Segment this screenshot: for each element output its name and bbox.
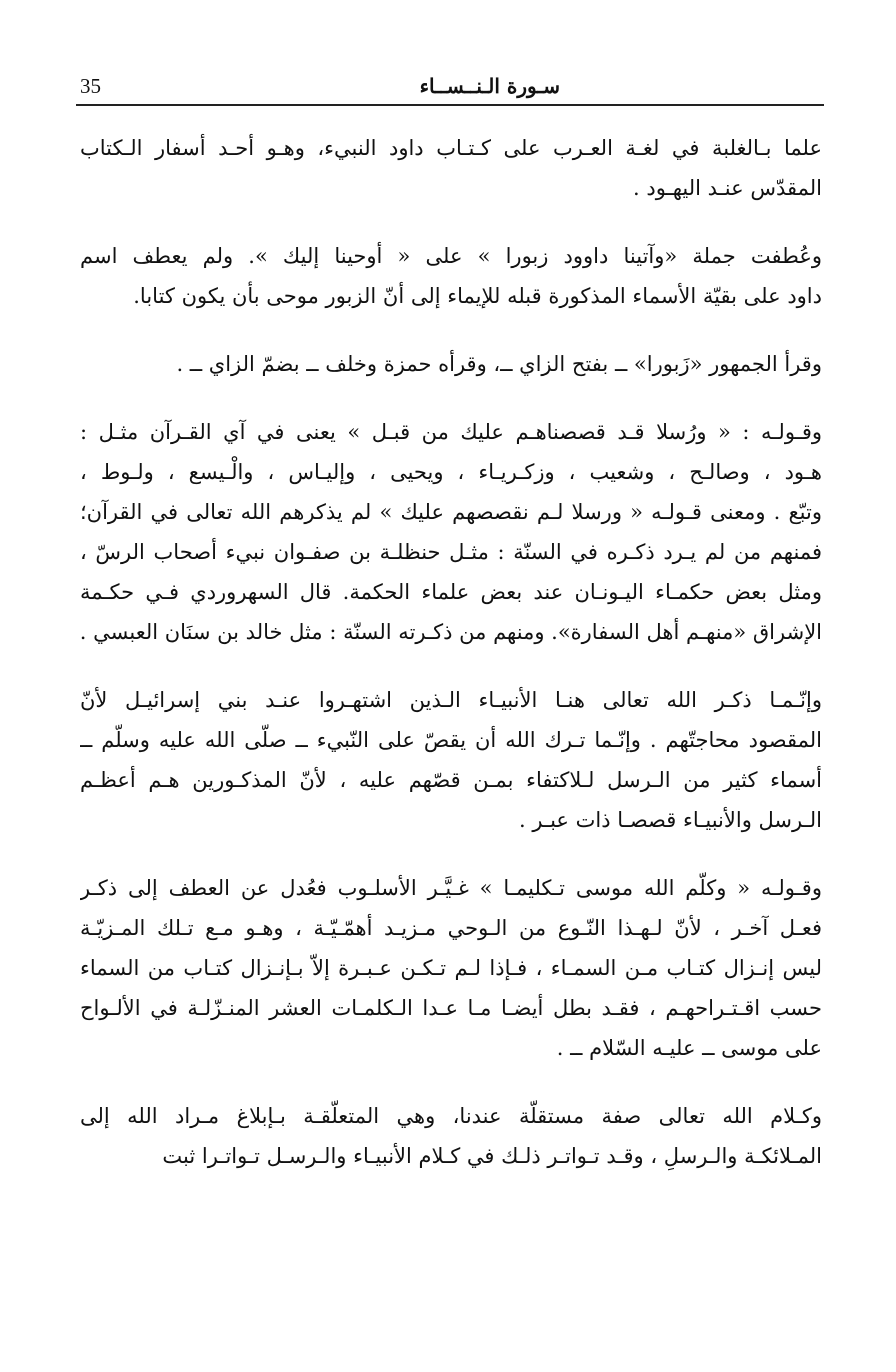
text-line: وقـولـه : « ورُسلا قـد قصصناهـم عليك من قبـل » يعنى في آي القـرآن مثـل :	[80, 420, 822, 444]
text-line: وقـولـه « وكلّم الله موسى تـكليمـا » غـيَّـر الأسلـوب فعُدل عن العطف إلى ذكـر	[80, 876, 822, 900]
text-line: وقرأ الجمهور «زَبورا» ــ بفتح الزاي ــ، وقرأه حمزة وخلف ــ بضمّ الزاي ــ .	[176, 352, 822, 376]
text-line: المـلائكـة والـرسلِ ، وقـد تـواتـر ذلـك في كـلام الأنبيـاء والـرسـل تـواتـرا ثبت	[162, 1144, 822, 1168]
running-header	[80, 70, 822, 104]
text-line: وإنّـمـا ذكـر الله تعالى هنـا الأنبيـاء الـذين اشتهـروا عنـد بني إسرائيـل لأنّ	[80, 688, 822, 712]
text-line: الإشراق «منهـم أهل السفارة». ومنهم من ذكـرته السنّة : مثل خالد بن سنَان العبسي .	[80, 620, 822, 644]
para-israelite-prophets	[80, 680, 822, 840]
surah-title: سـورة الـنــســاء	[419, 74, 560, 98]
para-divine-speech	[80, 1096, 822, 1176]
text-line: الـرسل والأنبيـاء قصصـا ذات عبـر .	[519, 808, 822, 832]
para-david-conjunction	[80, 236, 822, 316]
text-line: علما بـالغلبة في لغـة العـرب على كـتـاب داود النبيء، وهـو أحـد أسفار الـكتاب	[80, 136, 822, 160]
text-line: وكـلام الله تعالى صفة مستقلّة عندنا، وهي المتعلّقـة بـإبلاغ مـراد الله إلى	[80, 1104, 822, 1128]
para-zabur-reading	[80, 344, 822, 384]
text-line: على موسى ــ عليـه السّلام ــ .	[556, 1036, 822, 1060]
text-line: وعُطفت جملة «وآتينا داوود زبورا » على « أوحينا إليك ». ولم يعطف اسم	[80, 244, 822, 268]
text-line: أسماء كثير من الـرسل لـلاكتفاء بمـن قصّهم عليه ، لأنّ المذكـورين هـم أعظـم	[80, 768, 822, 792]
body-text	[80, 128, 822, 1204]
text-line: داود على بقيّة الأسماء المذكورة قبله للإيماء إلى أنّ الزبور موحى بأن يكون كتابا.	[133, 284, 822, 308]
text-line: هـود ، وصالـح ، وشعيب ، وزكـريـاء ، ويحيى ، وإليـاس ، والْـيسع ، ولـوط ،	[80, 460, 822, 484]
text-line: المقصود محاجتّهم . وإنّـما تـرك الله أن يقصّ على النّبيء ــ صلّى الله عليه وسلّم ــ	[80, 728, 822, 752]
text-line: فمنهم من لم يـرد ذكـره في السنّة : مثـل حنظلـة بن صفـوان نبيء أصحاب الرسّ ،	[80, 540, 822, 564]
text-line: فعـل آخـر ، لأنّ لـهـذا النّـوع من الـوحي مـزيـد أهمّـيّـة ، وهـو مـع تـلك المـزيّـة	[80, 916, 822, 940]
text-line: وتبّع . ومعنى قـولـه « ورسلا لـم نقصصهم عليك » لم يذكرهم الله تعالى في القرآن؛	[80, 500, 822, 524]
text-line: حسب اقـتـراحهـم ، فقـد بطل أيضـا مـا عـدا الـكلمـات العشر المنـزّلـة في الألـواح	[80, 996, 822, 1020]
para-moses-speech	[80, 868, 822, 1068]
para-zabur-meaning	[80, 128, 822, 208]
text-line: المقدّس عنـد اليهـود .	[633, 176, 822, 200]
page-number: 35	[80, 74, 101, 98]
text-line: ومثل بعض حكمـاء اليـونـان عند بعض علماء الحكمة. قال السهروردي فـي حكـمة	[80, 580, 822, 604]
header-divider	[76, 104, 824, 106]
text-line: ليس إنـزال كتـاب مـن السمـاء ، فـإذا لـم تـكـن عـبـرة إلاّ بـإنـزال كتـاب من السماء	[80, 956, 822, 980]
para-unnarrated-messengers	[80, 412, 822, 652]
